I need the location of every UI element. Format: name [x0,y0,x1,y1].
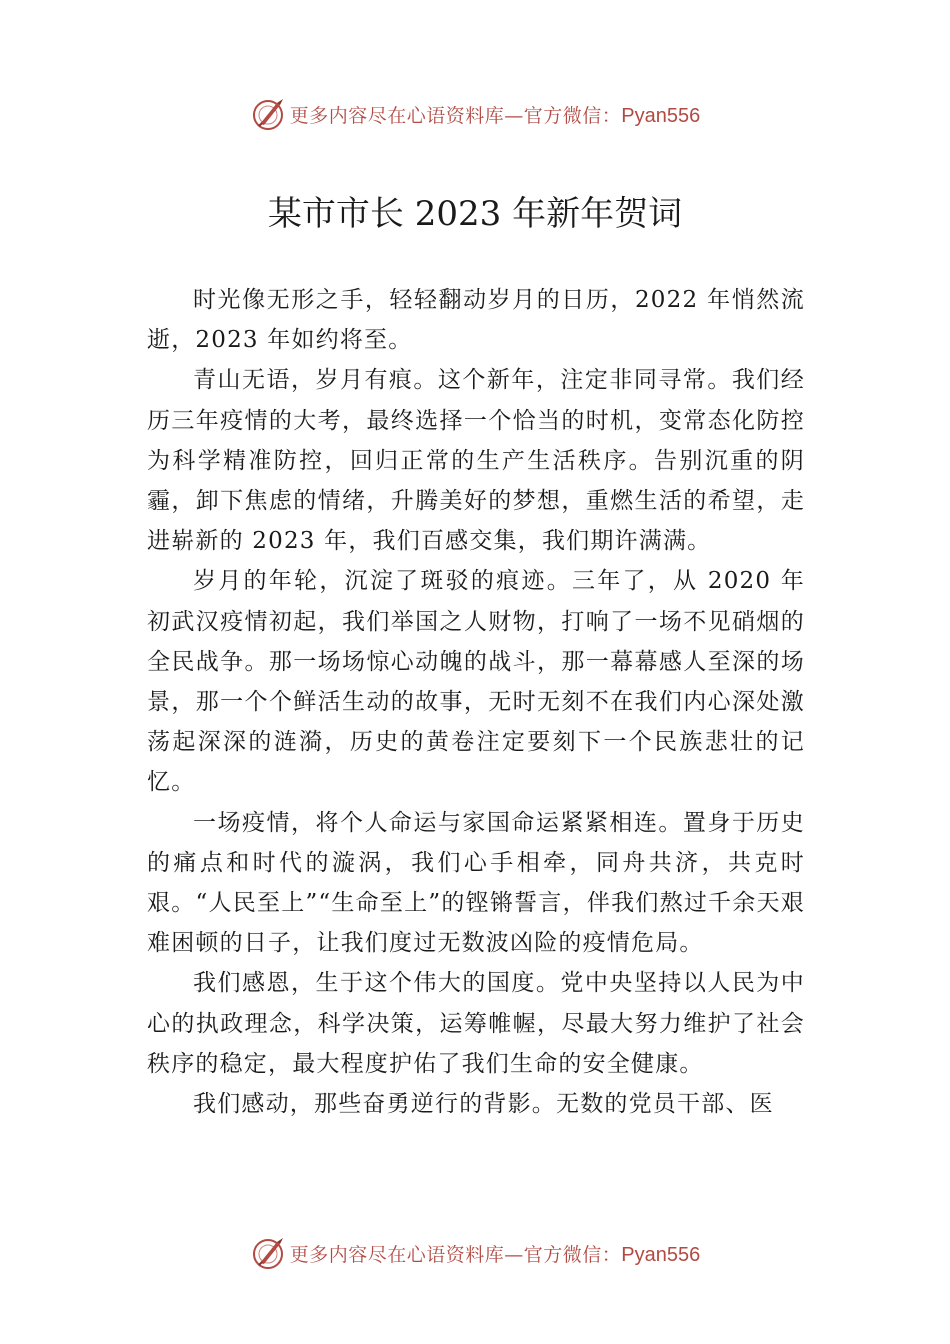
paragraph: 我们感动，那些奋勇逆行的背影。无数的党员干部、医 [193,1091,774,1118]
header-wechat-label: 官方微信： [523,104,622,127]
footer-separator: — [504,1243,524,1266]
header-separator: — [504,104,524,127]
header-banner-content [250,96,701,132]
paragraph: 我们感恩，生于这个伟大的国度。党中央坚持以人民为中心的执政理念，科学决策，运筹帷幄，尽最大努力维护了社会秩序的稳定，最大程度护佑了我们生命的安全健康。 [147,970,805,1077]
header-banner [0,94,950,134]
quill-pen-logo-icon [250,1235,286,1271]
document-title: 某市市长 2023 年新年贺词 [267,194,683,234]
header-wechat-id: Pyan556 [621,104,701,127]
footer-wechat-id: Pyan556 [621,1243,701,1266]
footer-banner-text [290,1240,701,1267]
paragraph: 时光像无形之手，轻轻翻动岁月的日历，2022 年悄然流逝，2023 年如约将至。 [147,287,805,354]
footer-banner-content [250,1235,701,1271]
paragraph: 一场疫情，将个人命运与家国命运紧紧相连。置身于历史的痛点和时代的漩涡，我们心手相牵，同舟共济，共克时艰。“人民至上”“生命至上”的铿锵誓言，伴我们熬过千余天艰难困顿的日子，让我们度过无数波凶险的疫情危局。 [147,809,805,957]
footer-wechat-label: 官方微信： [523,1243,622,1266]
footer-brand-text: 更多内容尽在心语资料库 [289,1243,505,1266]
quill-pen-logo-icon [250,96,286,132]
paragraph: 岁月的年轮，沉淀了斑驳的痕迹。三年了，从 2020 年初武汉疫情初起，我们举国之人财物，打响了一场不见硝烟的全民战争。那一场场惊心动魄的战斗，那一幕幕感人至深的场景，那一个个鲜活生动的故事，无时无刻不在我们内心深处激荡起深深的涟漪，历史的黄卷注定要刻下一个民族悲壮的记忆。 [147,568,805,796]
header-brand-text: 更多内容尽在心语资料库 [289,104,505,127]
document-body [147,280,805,1124]
footer-banner [0,1233,950,1273]
paragraph: 青山无语，岁月有痕。这个新年，注定非同寻常。我们经历三年疫情的大考，最终选择一个恰当的时机，变常态化防控为科学精准防控，回归正常的生产生活秩序。告别沉重的阴霾，卸下焦虑的情绪，升腾美好的梦想，重燃生活的希望，走进崭新的 2023 年，我们百感交集，我们期许满满。 [147,367,805,555]
header-banner-text [290,101,701,128]
